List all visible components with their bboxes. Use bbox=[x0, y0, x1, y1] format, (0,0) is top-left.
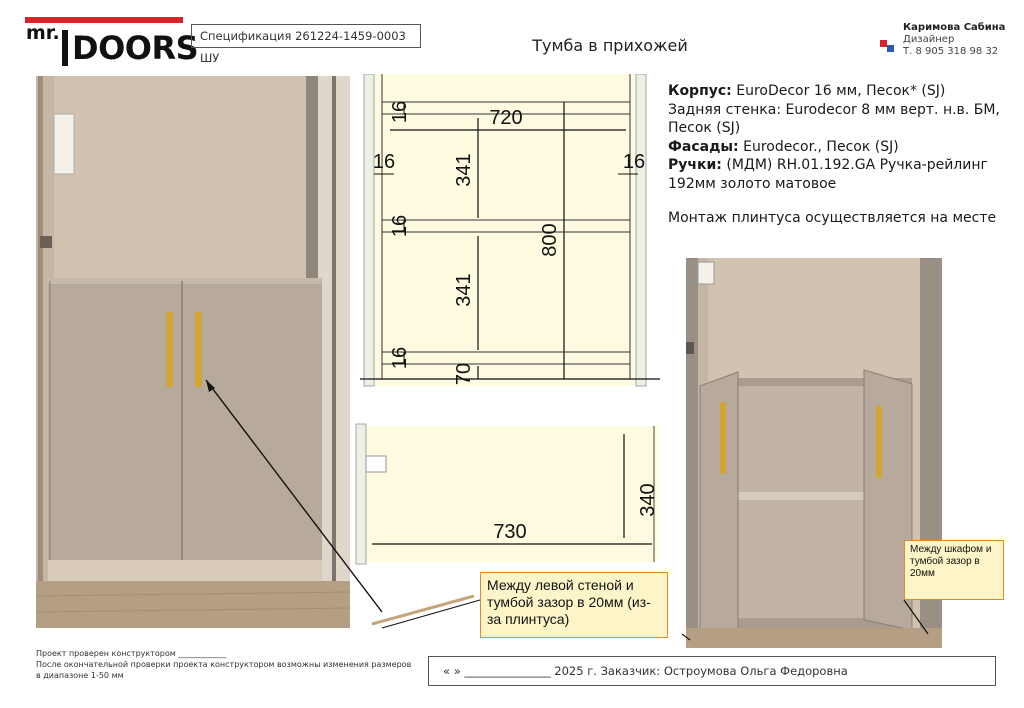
spec-handles bbox=[668, 156, 1008, 193]
dim-middle-shelf: 16 bbox=[389, 214, 411, 238]
logo-bar bbox=[62, 30, 68, 66]
spec-back-label: Задняя стенка: bbox=[668, 101, 782, 118]
spec-facades bbox=[668, 138, 1008, 157]
front-dimension-drawing bbox=[360, 74, 660, 390]
dim-top-depth: 340 bbox=[637, 483, 659, 517]
top-view-drawing bbox=[354, 420, 664, 570]
footer-change-line: После окончательной проверки проекта конструктором возможны изменения размеров в диапазоне 1-50 мм bbox=[36, 660, 412, 680]
dim-upper-height: 341 bbox=[453, 153, 475, 187]
spec-mounting: Монтаж плинтуса осуществляется на месте bbox=[668, 210, 997, 226]
spec-handles-value: (МДМ) RH.01.192.GA Ручка-рейлинг 192мм золото матовое bbox=[668, 157, 988, 192]
designer-role: Дизайнер bbox=[903, 34, 955, 45]
spec-facades-value: Eurodecor., Песок (SJ) bbox=[743, 138, 899, 155]
footer-notes bbox=[36, 648, 416, 681]
material-specs bbox=[668, 82, 1008, 228]
specification-label: Спецификация 261224-1459-0003 ШУ bbox=[191, 24, 421, 48]
dim-top-width: 730 bbox=[493, 521, 527, 543]
designer-name: Каримова Сабина bbox=[903, 22, 1006, 33]
spec-facades-label: Фасады: bbox=[668, 138, 739, 155]
spec-back bbox=[668, 101, 1008, 138]
dim-bottom-shelf: 16 bbox=[389, 346, 411, 370]
note-left-gap: Между левой стеной и тумбой зазор в 20мм (из-за плинтуса) bbox=[480, 572, 668, 638]
logo-prefix: mr. bbox=[26, 22, 60, 44]
logo-name: DOORS bbox=[72, 29, 199, 67]
page-title: Тумба в прихожей bbox=[532, 36, 688, 55]
designer-phone: Т. 8 905 318 98 32 bbox=[903, 46, 999, 57]
spec-handles-label: Ручки: bbox=[668, 157, 722, 173]
spec-body-value: EuroDecor 16 мм, Песок* (SJ) bbox=[736, 83, 946, 99]
dim-total-height: 800 bbox=[539, 223, 561, 257]
spec-back-value: Eurodecor 8 мм верт. н.в. БМ, Песок (SJ) bbox=[668, 101, 1000, 136]
footer-client-box: « » _______________ 2025 г. Заказчик: Остроумова Ольга Федоровна bbox=[428, 656, 996, 686]
dim-top-shelf: 16 bbox=[389, 100, 411, 124]
designer-logo-icon bbox=[880, 36, 896, 52]
note-right-gap: Между шкафом и тумбой зазор в 20мм bbox=[904, 540, 1004, 600]
footer-check-line: Проект проверен конструктором ____________ bbox=[36, 649, 227, 658]
dim-width: 720 bbox=[489, 107, 523, 129]
dim-right-side: 16 bbox=[622, 151, 646, 173]
dim-left-side: 16 bbox=[372, 151, 396, 173]
interior-render-front bbox=[36, 76, 350, 628]
spec-body-label: Корпус: bbox=[668, 83, 732, 99]
dim-lower-height: 341 bbox=[453, 273, 475, 307]
spec-body bbox=[668, 82, 1008, 101]
dim-plinth: 70 bbox=[453, 362, 475, 386]
